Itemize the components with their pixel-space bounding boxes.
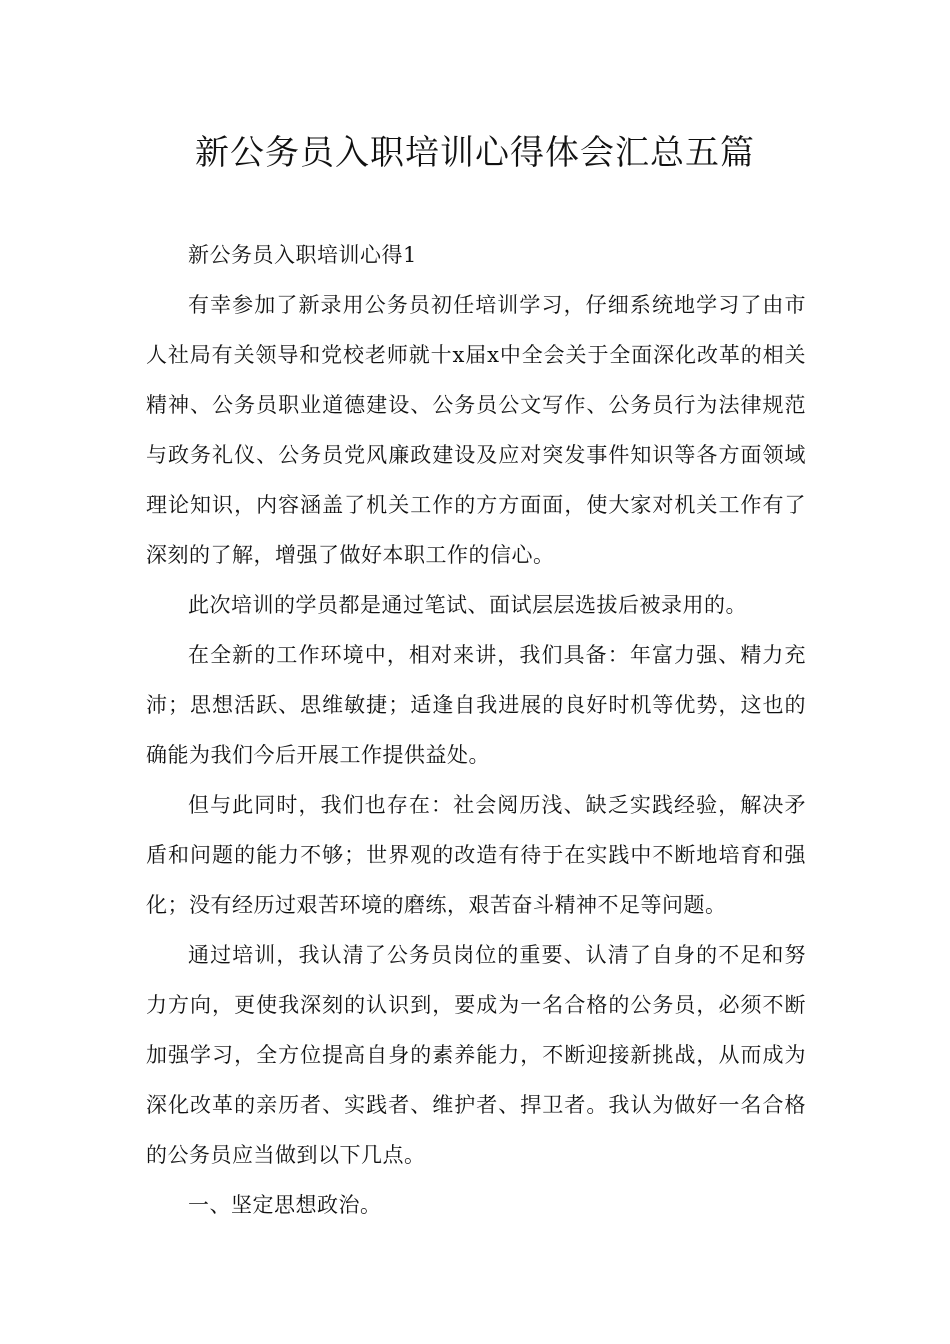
paragraph: 有幸参加了新录用公务员初任培训学习，仔细系统地学习了由市人社局有关领导和党校老师就十x届x中全会关于全面深化改革的相关精神、公务员职业道德建设、公务员公文写作、公务员行为法律规范与政务礼仪、公务员党风廉政建设及应对突发事件知识等各方面领域理论知识，内容涵盖了机关工作的方方面面，使大家对机关工作有了深刻的了解，增强了做好本职工作的信心。 xyxy=(146,293,806,567)
paragraph: 此次培训的学员都是通过笔试、面试层层选拔后被录用的。 xyxy=(188,593,747,617)
subheading: 一、坚定思想政治。 xyxy=(188,1193,382,1217)
section-heading: 新公务员入职培训心得1 xyxy=(188,243,417,267)
paragraph: 在全新的工作环境中，相对来讲，我们具备：年富力强、精力充沛；思想活跃、思维敏捷；适逢自我进展的良好时机等优势，这也的确能为我们今后开展工作提供益处。 xyxy=(146,643,806,767)
paragraph: 但与此同时，我们也存在：社会阅历浅、缺乏实践经验，解决矛盾和问题的能力不够；世界观的改造有待于在实践中不断地培育和强化；没有经历过艰苦环境的磨练，艰苦奋斗精神不足等问题。 xyxy=(146,793,806,917)
document-title: 新公务员入职培训心得体会汇总五篇 xyxy=(195,133,755,173)
paragraph: 通过培训，我认清了公务员岗位的重要、认清了自身的不足和努力方向，更使我深刻的认识到，要成为一名合格的公务员，必须不断加强学习，全方位提高自身的素养能力，不断迎接新挑战，从而成为深化改革的亲历者、实践者、维护者、捍卫者。我认为做好一名合格的公务员应当做到以下几点。 xyxy=(146,943,806,1167)
document-body xyxy=(146,230,806,1230)
